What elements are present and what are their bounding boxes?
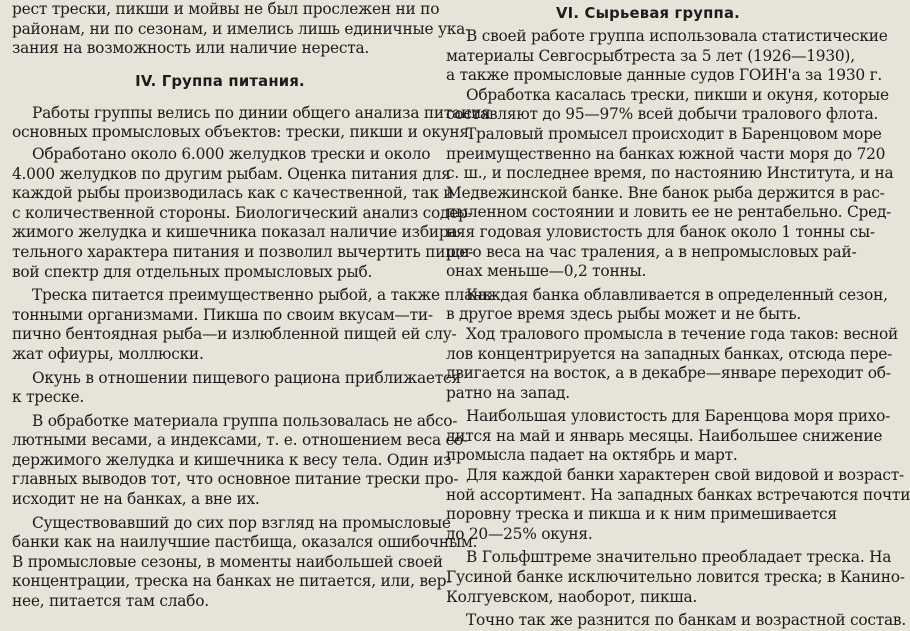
text-line: рого веса на час траления, а в непромысловых рай-	[446, 242, 857, 261]
text-line: жимого желудка и кишечника показал наличие избира-	[12, 223, 463, 242]
text-line: В своей работе группа использовала статистические	[466, 27, 888, 45]
text-line: 4.000 желудков по другим рыбам. Оценка питания для	[12, 164, 451, 183]
text-line: Обработано около 6.000 желудков трески и около	[32, 144, 431, 163]
text-line: лов концентрируется на западных банках, отсюда пере-	[446, 344, 893, 363]
text-line: тельного характера питания и позволил вычертить пище-	[12, 242, 474, 261]
text-line: двигается на восток, а в декабре—январе переходит об-	[446, 364, 891, 383]
text-line: Медвежинской банке. Вне банок рыба держится в рас-	[446, 183, 885, 202]
paragraph	[446, 324, 898, 403]
text-line: пично бентоядная рыба—и излюбленной пищей ей слу-	[12, 325, 457, 344]
text-line: Колгуевском, наоборот, пикша.	[446, 587, 698, 606]
text-line: онах меньше—0,2 тонны.	[446, 262, 647, 281]
text-line: материалы Севгосрыбтреста за 5 лет (1926—1930),	[446, 46, 855, 65]
text-line: с количественной стороны. Биологический анализ содер-	[12, 203, 473, 222]
text-line: промысла падает на октябрь и март.	[446, 446, 738, 465]
text-line: Окунь в отношении пищевого рациона приближается	[32, 368, 461, 387]
text-line: В промысловые сезоны, в моменты наибольшей своей	[12, 552, 443, 571]
text-line: в другое время здесь рыбы может и не быть.	[446, 305, 801, 324]
text-line: районам, ни по сезонам, и имелись лишь единичные ука-	[12, 19, 471, 38]
paragraph	[12, 513, 478, 612]
text-line: няя годовая уловистость для банок около 1 тонны сы-	[446, 222, 875, 241]
text-line: Существовавший до сих пор взгляд на промысловые	[32, 513, 451, 532]
text-line: банки как на наилучшие пастбища, оказался ошибочным.	[12, 533, 478, 552]
text-line: основных промысловых объектов: трески, пикши и окуня.	[12, 123, 474, 142]
right-column	[446, 0, 910, 631]
left-column	[12, 0, 498, 612]
text-line: держимого желудка и кишечника к весу тела. Один из	[12, 450, 452, 469]
paragraph	[446, 85, 889, 125]
text-line: преимущественно на банках южной части моря до 720	[446, 144, 886, 163]
text-line: Каждая банка облавливается в определенный сезон,	[466, 285, 888, 304]
text-line: В Гольфштреме значительно преобладает треска. На	[466, 548, 892, 567]
text-line: Работы группы велись по динии общего анализа питания	[32, 103, 491, 122]
paragraph	[446, 548, 905, 607]
text-line: ратно на запад.	[446, 383, 570, 402]
text-line: дится на май и январь месяцы. Наибольшее снижение	[446, 426, 883, 445]
section-heading-raw-material-group: VI. Сырьевая группа.	[556, 5, 740, 22]
text-line: лютными весами, а индексами, т. е. отношением веса со-	[12, 431, 468, 450]
paragraph	[446, 466, 910, 544]
text-line: рест трески, пикши и мойвы не был прослежен ни по	[12, 0, 440, 18]
paragraph	[446, 27, 888, 86]
text-line: с. ш., и последнее время, по настоянию Института, и на	[446, 164, 894, 183]
text-line: жат офиуры, моллюски.	[12, 344, 204, 363]
section-heading-feeding-group: IV. Группа питания.	[135, 72, 305, 90]
intro-paragraph	[12, 0, 471, 59]
text-line: каждой рыбы производилась как с качественной, так и	[12, 184, 454, 203]
text-line: Обработка касалась трески, пикши и окуня, которые	[466, 85, 889, 104]
text-line: В обработке материала группа пользовалась не абсо-	[32, 411, 458, 430]
text-line: концентрации, треска на банках не питается, или, вер-	[12, 572, 452, 591]
text-line: пыленном состоянии и ловить ее не рентабельно. Сред-	[446, 203, 892, 222]
paragraph	[12, 103, 491, 143]
text-line: до 20—25% окуня.	[446, 524, 593, 543]
text-line: поровну треска и пикша и к ним примешивается	[446, 505, 837, 524]
text-line: вой спектр для отдельных промысловых рыб.	[12, 262, 373, 281]
text-line: тонными организмами. Пикша по своим вкусам—ти-	[12, 305, 433, 324]
text-line: Треска питается преимущественно рыбой, а также планк-	[32, 286, 498, 305]
text-line: Для каждой банки характерен свой видовой и возраст-	[466, 466, 904, 485]
text-line: Ход тралового промысла в течение года таков: весной	[466, 324, 898, 343]
text-line: зания на возможность или наличие нереста.	[12, 39, 370, 58]
text-line: а также промысловые данные судов ГОИН'а за 1930 г.	[446, 66, 883, 85]
paragraph	[12, 144, 474, 282]
text-line: к треске.	[12, 388, 84, 407]
text-line: Наибольшая уловистость для Баренцова моря прихо-	[466, 407, 891, 426]
text-line: Траловый промысел происходит в Баренцовом море	[466, 124, 882, 143]
paragraph	[446, 285, 888, 325]
text-line: нее, питается там слабо.	[12, 592, 209, 611]
paragraph	[12, 286, 498, 364]
paragraph	[12, 411, 468, 510]
text-line: исходит не на банках, а вне их.	[12, 490, 260, 509]
paragraph	[446, 611, 906, 631]
text-line: составляют до 95—97% всей добычи тралового флота.	[446, 105, 879, 124]
text-line: ной ассортимент. На западных банках встречаются почти	[446, 485, 910, 504]
paragraph	[12, 368, 461, 408]
paragraph	[446, 124, 894, 282]
paragraph	[446, 407, 891, 466]
text-line: Гусиной банке исключительно ловится треска; в Канино-	[446, 568, 905, 587]
text-line: главных выводов тот, что основное питание трески про-	[12, 470, 459, 489]
text-line: Точно так же разнится по банкам и возрастной состав.	[466, 611, 906, 630]
